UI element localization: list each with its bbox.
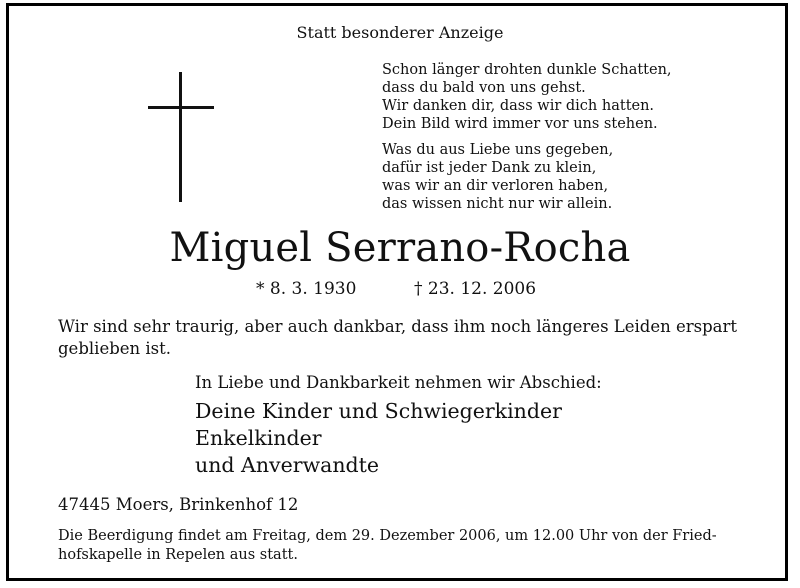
poem-line: das wissen nicht nur wir allein.	[382, 196, 613, 212]
notice-header: Statt besonderer Anzeige	[296, 23, 504, 42]
grief-message: Wir sind sehr traurig, aber auch dankbar, dass ihm noch längeres Leiden erspart geblieben ist.	[58, 317, 738, 358]
funeral-info	[58, 527, 768, 565]
cross-icon	[148, 72, 214, 202]
poem-line: dafür ist jeder Dank zu klein,	[382, 160, 597, 176]
birth-date: * 8. 3. 1930	[256, 279, 357, 299]
poem-line: Wir danken dir, dass wir dich hatten.	[382, 98, 655, 114]
poem-line: Was du aus Liebe uns gegeben,	[382, 142, 614, 158]
mourner-line: Enkelkinder	[195, 426, 322, 450]
deceased-name: Miguel Serrano-Rocha	[169, 225, 631, 271]
poem-line: Schon länger drohten dunkle Schatten,	[382, 62, 672, 78]
cross-vertical-bar	[179, 72, 182, 202]
family-address: 47445 Moers, Brinkenhof 12	[58, 495, 299, 514]
mourners-list	[195, 398, 562, 479]
mourner-line: Deine Kinder und Schwiegerkinder	[195, 399, 562, 423]
poem-line: Dein Bild wird immer vor uns stehen.	[382, 116, 658, 132]
funeral-line: Die Beerdigung findet am Freitag, dem 29. Dezember 2006, um 12.00 Uhr von der Fried-	[58, 528, 717, 544]
poem-line: dass du bald von uns gehst.	[382, 80, 586, 96]
poem-stanza-2	[382, 141, 772, 213]
poem	[382, 61, 772, 221]
funeral-line: hofskapelle in Repelen aus statt.	[58, 547, 298, 563]
poem-stanza-1	[382, 61, 772, 133]
cross-horizontal-bar	[148, 106, 214, 109]
farewell-line: In Liebe und Dankbarkeit nehmen wir Abschied:	[195, 373, 602, 392]
poem-line: was wir an dir verloren haben,	[382, 178, 609, 194]
death-date: † 23. 12. 2006	[414, 279, 537, 299]
mourner-line: und Anverwandte	[195, 453, 380, 477]
